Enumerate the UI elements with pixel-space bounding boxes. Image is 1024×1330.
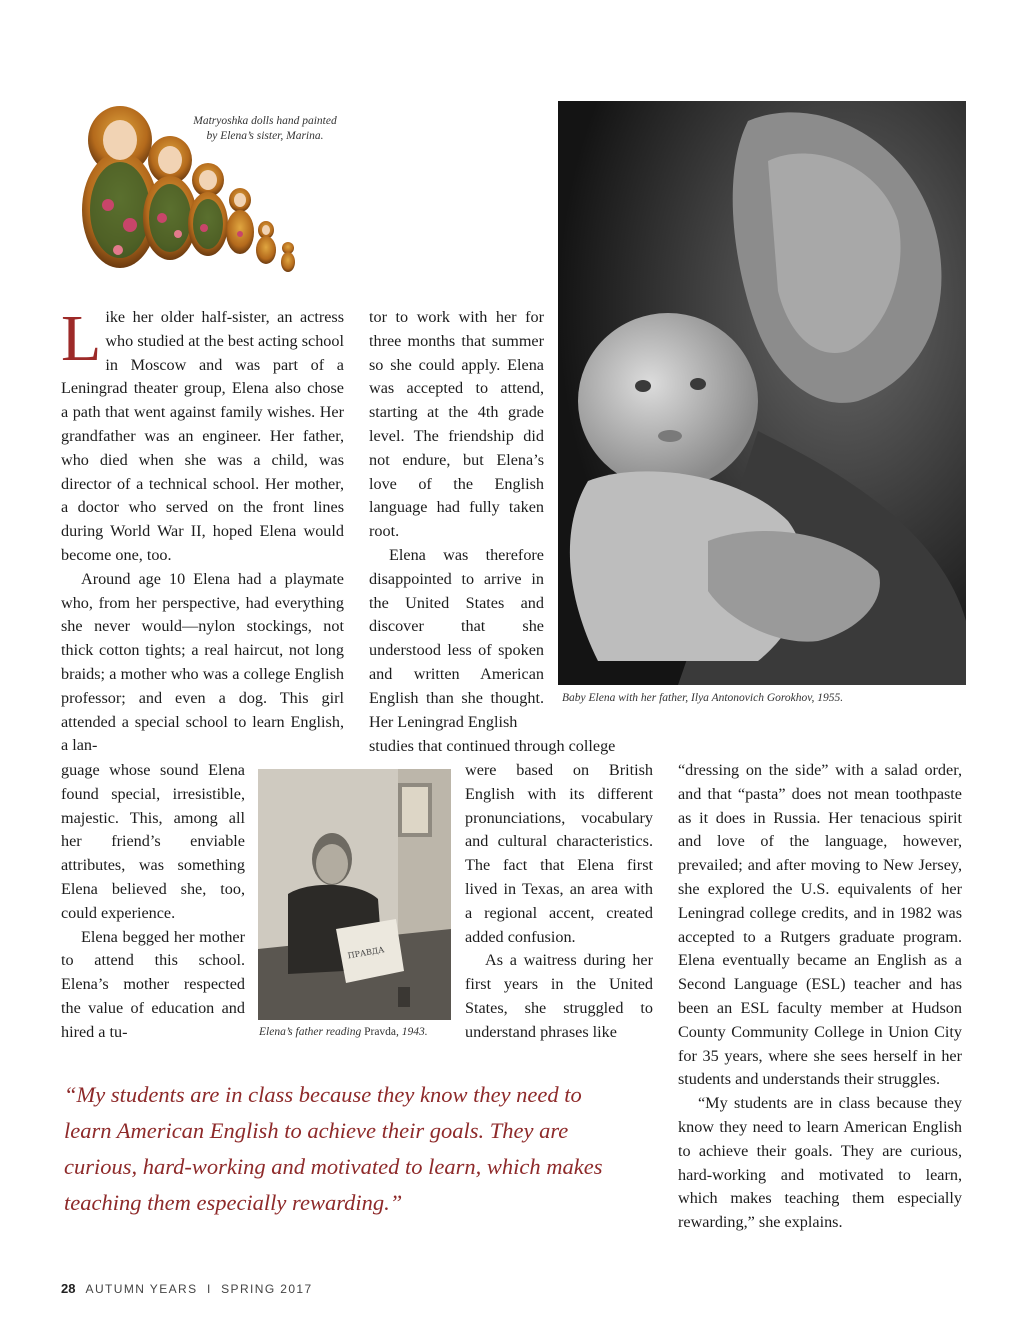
dolls-caption bbox=[170, 114, 360, 144]
article-paragraph-7: “dressing on the side” with a salad order, and that “pasta” does not mean toothpaste as it does in Russia. Her tenacious spirit and love of the language, however, prevailed; and after moving to New Jersey, she explored the U.S. equivalents of her Leningrad college credits, and in 1982 was accepted to a Rutgers graduate program. Elena eventually became an English as a Second Language (ESL) teacher and has been an ESL faculty member at Hudson County Community College in Union City for 35 years, where she sees herself in her students and understands their struggles. bbox=[678, 761, 962, 1089]
doll-3 bbox=[188, 163, 228, 256]
column-1-lower bbox=[61, 759, 245, 1045]
article-paragraph-2-cont: guage whose sound Elena found special, irresistible, majestic. This, among all her friend’s enviable attributes, was something Elena believed she, too, could experience. bbox=[61, 761, 245, 922]
page-number: 28 bbox=[61, 1281, 76, 1296]
article-paragraph-5: Elena was therefore disappointed to arrive in the United States and discover that she understood less of spoken and written American English than she thought. Her Leningrad English bbox=[369, 545, 544, 731]
column-2 bbox=[369, 306, 544, 734]
doll-6 bbox=[281, 242, 295, 272]
column-1 bbox=[61, 302, 344, 758]
pravda-title: Pravda bbox=[364, 1026, 397, 1038]
pravda-newspaper-text: ПРАВДА bbox=[347, 945, 385, 961]
dolls-caption-line2: by Elena’s sister, Marina. bbox=[206, 130, 324, 142]
doll-2 bbox=[143, 136, 197, 260]
article-paragraph-2: Around age 10 Elena had a playmate who, from her perspective, had everything she never would—nylon stockings, not thick cotton tights; a real haircut, not long braids; a mother who was a college English professor; and even a dog. This girl attended a special school to learn English, a lan- bbox=[61, 569, 344, 755]
father-reading-photo bbox=[258, 769, 451, 1020]
doll-1 bbox=[82, 106, 158, 268]
doll-5 bbox=[256, 221, 276, 264]
article-paragraph-4: tor to work with her for three months that summer so she could apply. Elena was accepted to attend, starting at the 4th grade level. The friendship did not endure, but Elena’s love of the English language had fully taken root. bbox=[369, 308, 544, 541]
pull-quote: “My students are in class because they know they need to learn American English to achieve their goals. They are curious, hard-working and motivated to learn, which makes teaching them especially rewarding.” bbox=[64, 1082, 603, 1215]
article-paragraph-1: Like her older half-sister, an actress who studied at the best acting school in Moscow and was part of a Leningrad theater group, Elena also chose a path that went against family wishes. Her grandfather was an engineer. Her father, who died when she was a child, was director of a technical school. Her mother, a doctor who served on the front lines during World War II, hoped Elena would become one, too. bbox=[61, 302, 344, 564]
column-3 bbox=[678, 759, 962, 1235]
reading-photo-caption: Elena’s father reading Pravda, 1943. bbox=[259, 1026, 428, 1038]
doll-4 bbox=[226, 188, 254, 254]
page-footer bbox=[61, 1281, 313, 1296]
drop-cap: L bbox=[61, 302, 102, 375]
article-paragraph-8: “My students are in class because they know they need to learn American English to achieve their goals. They are curious, hard-working and motivated to learn, which makes teaching them especially rewarding,” she explains. bbox=[678, 1094, 962, 1232]
dolls-caption-line1: Matryoshka dolls hand painted bbox=[193, 115, 337, 127]
article-paragraph-6: As a waitress during her first years in the United States, she struggled to understand phrases like bbox=[465, 951, 653, 1041]
publication-name: AUTUMN YEARS I SPRING 2017 bbox=[85, 1282, 313, 1296]
column-2-lower bbox=[465, 759, 653, 1045]
column-2-wide-line: studies that continued through college bbox=[369, 737, 616, 755]
baby-father-photo bbox=[558, 101, 966, 685]
baby-photo-caption: Baby Elena with her father, Ilya Antonovich Gorokhov, 1955. bbox=[562, 692, 844, 704]
article-paragraph-5-cont: were based on British English with its different pronunciations, vocabulary and cultural characteristics. The fact that Elena first lived in Texas, an area with a regional accent, created added confusion. bbox=[465, 761, 653, 946]
article-paragraph-3: Elena begged her mother to attend this school. Elena’s mother respected the value of education and hired a tu- bbox=[61, 927, 245, 1041]
